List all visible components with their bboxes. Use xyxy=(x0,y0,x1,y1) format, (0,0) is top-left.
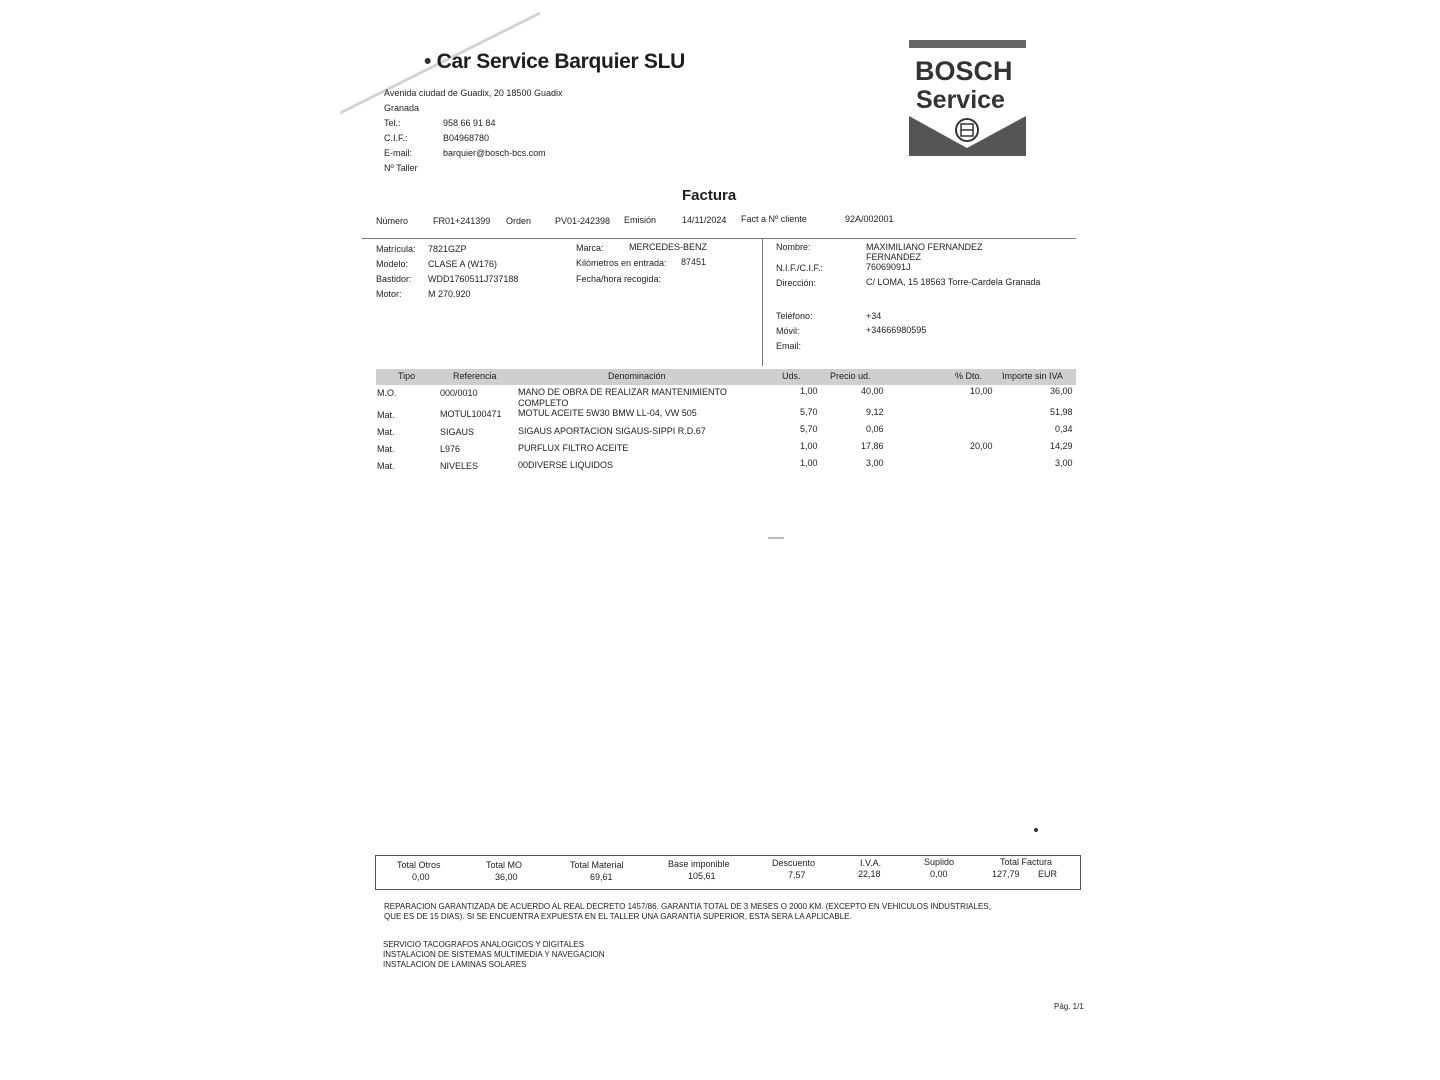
logo-bosch-text: BOSCH xyxy=(915,56,1013,86)
row3-den: SIGAUS APORTACION SIGAUS-SIPPI R.D.67 xyxy=(518,426,706,436)
nombre-label: Nombre: xyxy=(776,242,811,252)
service-line1: SERVICIO TACOGRAFOS ANALOGICOS Y DIGITALES xyxy=(383,940,584,949)
warranty-line1: REPARACION GARANTIZADA DE ACUERDO AL REAL DECRETO 1457/86. GARANTIA TOTAL DE 3 MESES O 2000 KM. (EXCEPTO EN VEHICULOS INDUSTRIALES, xyxy=(384,902,991,911)
nif-label: N.I.F./C.I.F.: xyxy=(776,263,824,273)
col-dto: % Dto. xyxy=(955,371,983,381)
row5-tipo: Mat. xyxy=(377,461,395,471)
total-mo-label: Total MO xyxy=(486,860,523,870)
base-imponible-value: 105,61 xyxy=(688,871,716,881)
cif-label: C.I.F.: xyxy=(384,133,408,143)
fact-cliente-label: Fact a Nº cliente xyxy=(741,214,807,224)
taller-label: Nº Taller xyxy=(384,163,418,173)
row2-den: MOTUL ACEITE 5W30 BMW LL-04, VW 505 xyxy=(518,408,697,418)
customer-nif: 76069091J xyxy=(866,262,911,272)
row5-ref: NIVELES xyxy=(440,461,479,471)
page-number: Pág. 1/1 xyxy=(1054,1002,1084,1011)
total-factura-value: 127,79 xyxy=(992,869,1020,879)
motor-label: Motor: xyxy=(376,289,402,299)
row1-importe: 36,00 xyxy=(1050,386,1073,396)
matricula-value: 7821GZP xyxy=(428,244,467,254)
fecha-recogida-label: Fecha/hora recogida: xyxy=(576,274,662,284)
row2-importe: 51,98 xyxy=(1050,407,1073,417)
row5-uds: 1,00 xyxy=(800,458,818,468)
customer-email-label: Email: xyxy=(776,341,802,351)
km-value: 87451 xyxy=(681,257,707,267)
company-city: Granada xyxy=(384,103,420,113)
customer-name-line1: MAXIMILIANO FERNANDEZ xyxy=(866,242,983,252)
orden-label: Orden xyxy=(506,216,532,226)
issue-date: 14/11/2024 xyxy=(682,215,727,225)
descuento-value: 7,57 xyxy=(788,870,806,880)
vehicle-customer-divider xyxy=(762,238,763,366)
emision-label: Emisión xyxy=(624,215,657,225)
row2-precio: 9,12 xyxy=(866,407,884,417)
total-factura-label: Total Factura xyxy=(1000,857,1053,867)
bastidor-value: WDD1760511J737188 xyxy=(428,274,519,284)
row1-ref: 000/0010 xyxy=(440,388,478,398)
telefono-label: Teléfono: xyxy=(776,311,813,321)
bastidor-label: Bastidor: xyxy=(376,274,412,284)
row3-ref: SIGAUS xyxy=(440,427,475,437)
row5-importe: 3,00 xyxy=(1055,458,1073,468)
row5-den: 00DIVERSE LIQUIDOS xyxy=(518,460,614,470)
total-material-value: 69,61 xyxy=(590,872,613,882)
scan-dot xyxy=(1034,828,1038,832)
row1-den: MANO DE OBRA DE REALIZAR MANTENIMIENTO xyxy=(518,387,727,397)
company-email: barquier@bosch-bcs.com xyxy=(443,148,546,158)
total-otros-value: 0,00 xyxy=(412,872,430,882)
row3-tipo: Mat. xyxy=(377,427,395,437)
service-line3: INSTALACION DE LAMINAS SOLARES xyxy=(383,960,527,969)
col-importe: Importe sin IVA xyxy=(1002,371,1063,381)
row2-tipo: Mat. xyxy=(377,410,395,420)
movil-label: Móvil: xyxy=(776,326,800,336)
col-denominacion: Denominación xyxy=(608,371,666,381)
customer-address: C/ LOMA, 15 18563 Torre-Cardela Granada xyxy=(866,277,1041,287)
row2-ref: MOTUL100471 xyxy=(440,409,502,419)
row4-importe: 14,29 xyxy=(1050,441,1073,451)
client-number: 92A/002001 xyxy=(845,214,894,224)
row5-precio: 3,00 xyxy=(866,458,884,468)
km-label: Kilómetros en entrada: xyxy=(576,258,667,268)
tel-label: Tel.: xyxy=(384,118,401,128)
row3-uds: 5,70 xyxy=(800,424,818,434)
row4-precio: 17,86 xyxy=(861,441,884,451)
company-name: • Car Service Barquier SLU xyxy=(424,50,686,73)
row1-tipo: M.O. xyxy=(377,388,397,398)
company-address: Avenida ciudad de Guadix, 20 18500 Guadix xyxy=(384,88,563,98)
customer-mobile: +34666980595 xyxy=(866,325,927,335)
row1-precio: 40,00 xyxy=(861,386,884,396)
customer-phone: +34 xyxy=(866,311,882,321)
row3-precio: 0,06 xyxy=(866,424,884,434)
document-title: Factura xyxy=(682,187,737,204)
order-number: PV01-242398 xyxy=(555,216,611,226)
modelo-label: Modelo: xyxy=(376,259,409,269)
total-material-label: Total Material xyxy=(570,860,624,870)
iva-value: 22,18 xyxy=(858,869,881,879)
header-divider xyxy=(362,238,1076,239)
invoice-number: FR01+241399 xyxy=(433,216,491,226)
row1-den2: COMPLETO xyxy=(518,398,569,408)
company-cif: B04968780 xyxy=(443,133,490,143)
modelo-value: CLASE A (W176) xyxy=(428,259,498,269)
company-tel: 958 66 91 84 xyxy=(443,118,496,128)
col-referencia: Referencia xyxy=(453,371,497,381)
row4-uds: 1,00 xyxy=(800,441,818,451)
marca-label: Marca: xyxy=(576,243,604,253)
bosch-service-logo xyxy=(909,40,1026,156)
suplido-value: 0,00 xyxy=(930,869,948,879)
row1-dto: 10,00 xyxy=(970,386,993,396)
iva-label: I.V.A. xyxy=(860,858,882,868)
row1-uds: 1,00 xyxy=(800,386,818,396)
suplido-label: Suplido xyxy=(924,857,955,867)
row4-dto: 20,00 xyxy=(970,441,993,451)
logo-service-text: Service xyxy=(916,86,1005,114)
total-mo-value: 36,00 xyxy=(495,872,518,882)
row2-uds: 5,70 xyxy=(800,407,818,417)
marca-value: MERCEDES-BENZ xyxy=(629,242,708,252)
row4-tipo: Mat. xyxy=(377,444,395,454)
col-precio: Precio ud. xyxy=(830,371,871,381)
descuento-label: Descuento xyxy=(772,858,816,868)
direccion-label: Dirección: xyxy=(776,278,817,288)
motor-value: M 270.920 xyxy=(428,289,471,299)
service-line2: INSTALACION DE SISTEMAS MULTIMEDIA Y NAVEGACION xyxy=(383,950,605,959)
customer-name-line2: FERNANDEZ xyxy=(866,252,922,262)
numero-label: Número xyxy=(376,216,409,226)
base-imponible-label: Base imponible xyxy=(668,859,730,869)
warranty-line2: QUE ES DE 15 DIAS). SI SE ENCUENTRA EXPUESTA EN EL TALLER UNA GARANTIA SUPERIOR, ESTA SERA LA APLICABLE. xyxy=(384,912,852,921)
email-label: E-mail: xyxy=(384,148,413,158)
currency: EUR xyxy=(1038,869,1058,879)
col-uds: Uds. xyxy=(782,371,801,381)
col-tipo: Tipo xyxy=(398,371,416,381)
row4-ref: L976 xyxy=(440,444,461,454)
row3-importe: 0,34 xyxy=(1055,424,1073,434)
total-otros-label: Total Otros xyxy=(397,860,441,870)
scan-speck xyxy=(768,537,784,539)
row4-den: PURFLUX FILTRO ACEITE xyxy=(518,443,629,453)
matricula-label: Matrícula: xyxy=(376,244,416,254)
